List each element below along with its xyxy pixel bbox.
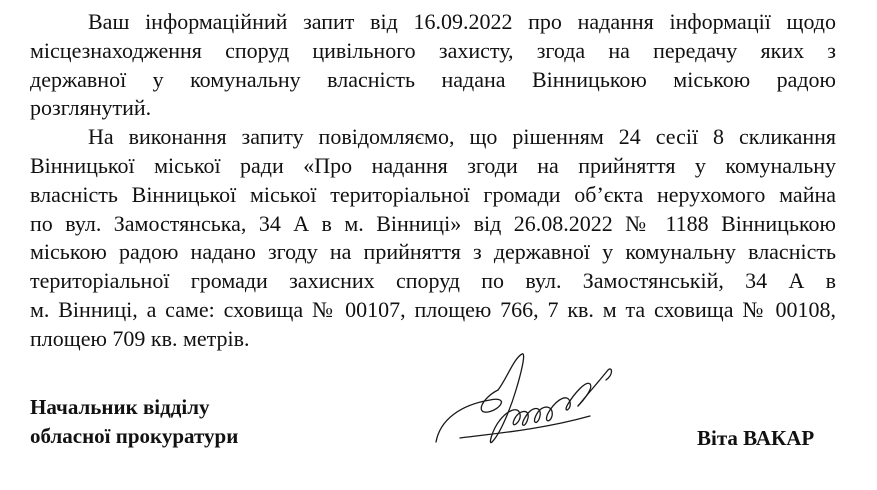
letter-body (30, 8, 836, 354)
text-line: міською радою надано згоду на прийняття з державної у комунальну власність (30, 239, 836, 265)
text-line: розглянутий. (30, 95, 152, 121)
handwritten-signature (430, 350, 630, 450)
position-line: Начальник відділу (30, 395, 210, 419)
signer-name: Віта ВАКАР (697, 426, 815, 450)
paragraph-request (30, 8, 836, 123)
position-line: обласної прокуратури (30, 424, 239, 448)
signer-position (30, 393, 238, 451)
text-line: На виконання запиту повідомляємо, що рішенням 24 сесії 8 скликання (88, 124, 836, 150)
text-line: державної у комунальну власність надана Вінницькою міською радою (30, 66, 836, 92)
text-line: по вул. Замостянська, 34 А в м. Вінниці» від 26.08.2022 № 1188 Вінницькою (30, 210, 836, 236)
text-line: територіальної громади захисних споруд по вул. Замостянській, 34 А в (30, 268, 836, 294)
paragraph-response (30, 123, 836, 353)
text-line: власність Вінницької міської територіальної громади об’єкта нерухомого майна (30, 181, 836, 207)
text-line: площею 709 кв. метрів. (30, 325, 250, 351)
text-line: м. Вінниці, а саме: сховища № 00107, площею 766, 7 кв. м та сховища № 00108, (30, 296, 836, 322)
text-line: Вінницької міської ради «Про надання згоди на прийняття у комунальну (30, 152, 836, 178)
text-line: Ваш інформаційний запит від 16.09.2022 про надання інформації щодо (88, 9, 836, 34)
text-line: місцезнаходження споруд цивільного захисту, згода на передачу яких з (30, 37, 836, 63)
